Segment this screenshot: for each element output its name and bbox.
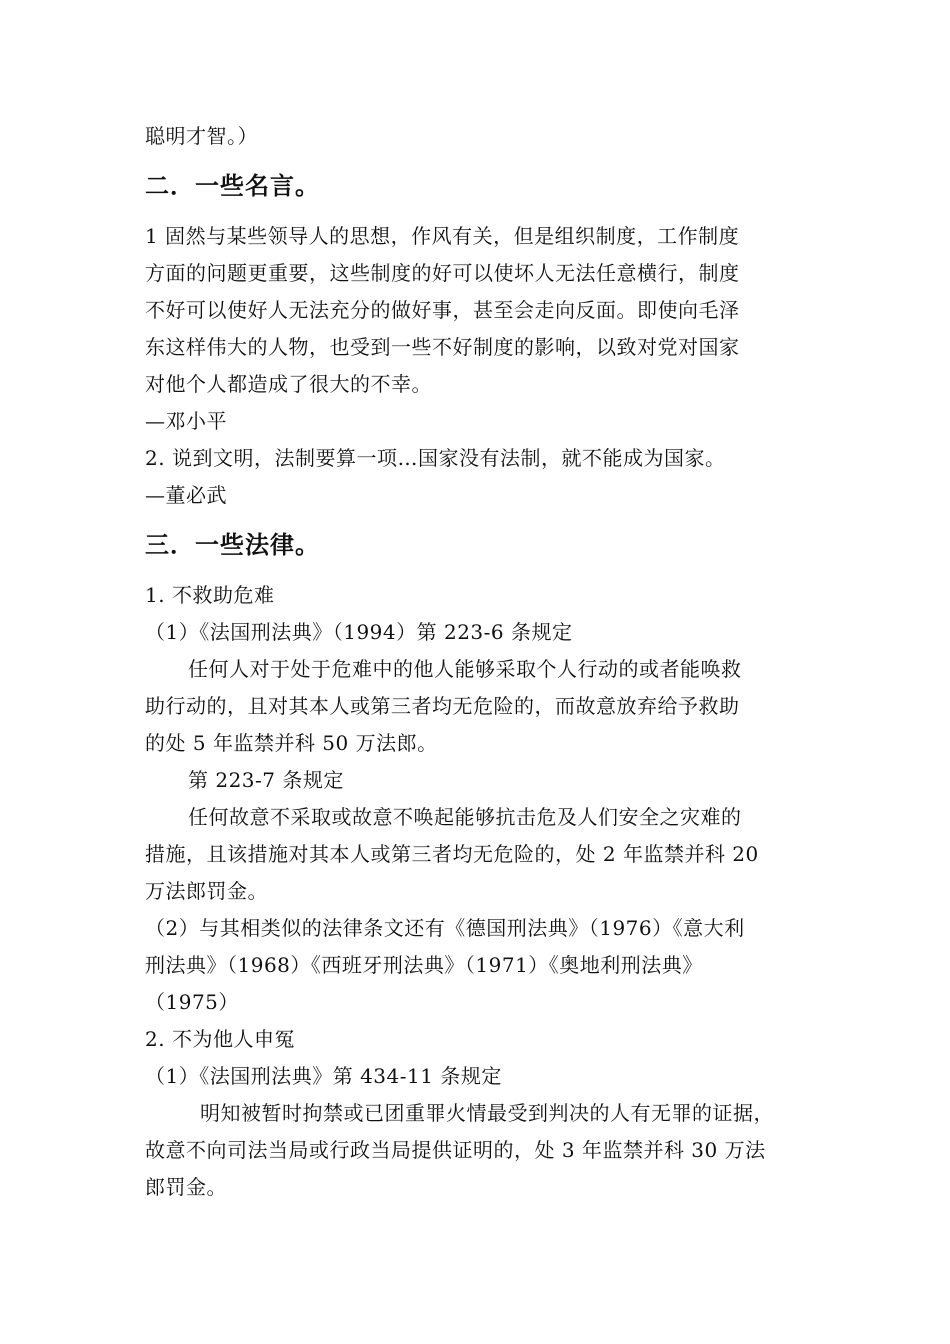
- text-line: （1975）: [145, 990, 239, 1014]
- text-line: （1）《法国刑法典》第 434-11 条规定: [145, 1064, 502, 1088]
- section-heading: 二．一些名言。: [145, 172, 320, 200]
- text-line: 任何人对于处于危难中的他人能够采取个人行动的或者能唤救: [188, 657, 742, 681]
- text-line: （1）《法国刑法典》（1994）第 223-6 条规定: [145, 620, 573, 644]
- text-line: 不好可以使好人无法充分的做好事，甚至会走向反面。即使向毛泽: [145, 298, 740, 322]
- text-line: 故意不向司法当局或行政当局提供证明的，处 3 年监禁并科 30 万法: [145, 1138, 766, 1162]
- text-line: 1 固然与某些领导人的思想，作风有关，但是组织制度，工作制度: [145, 224, 740, 248]
- text-line: 措施，且该措施对其本人或第三者均无危险的，处 2 年监禁并科 20: [145, 842, 759, 866]
- text-line: 第 223-7 条规定: [188, 768, 344, 792]
- quote-author: —董必武: [145, 483, 227, 507]
- text-line: 的处 5 年监禁并科 50 万法郎。: [145, 731, 438, 755]
- section-heading: 三．一些法律。: [145, 531, 320, 559]
- text-line: 东这样伟大的人物，也受到一些不好制度的影响，以致对党对国家: [145, 335, 740, 359]
- text-line: 2. 不为他人申冤: [145, 1027, 295, 1051]
- text-line: 任何故意不采取或故意不唤起能够抗击危及人们安全之灾难的: [188, 805, 742, 829]
- text-line: 万法郎罚金。: [145, 879, 268, 903]
- text-line: 对他个人都造成了很大的不幸。: [145, 372, 432, 396]
- text-line: 刑法典》（1968）《西班牙刑法典》（1971）《奥地利刑法典》: [145, 953, 703, 977]
- text-line: 方面的问题更重要，这些制度的好可以使坏人无法任意横行，制度: [145, 261, 740, 285]
- text-line: 1. 不救助危难: [145, 583, 275, 607]
- text-line: 明知被暂时拘禁或已团重罪火情最受到判决的人有无罪的证据，: [200, 1101, 774, 1125]
- text-line: 助行动的，且对其本人或第三者均无危险的，而故意放弃给予救助: [145, 694, 740, 718]
- quote-author: —邓小平: [145, 409, 227, 433]
- text-line: 2. 说到文明，法制要算一项…国家没有法制，就不能成为国家。: [145, 446, 726, 470]
- text-line: （2）与其相类似的法律条文还有《德国刑法典》（1976）《意大利: [145, 916, 745, 940]
- text-line: 聪明才智。）: [145, 124, 258, 148]
- text-line: 郎罚金。: [145, 1175, 227, 1199]
